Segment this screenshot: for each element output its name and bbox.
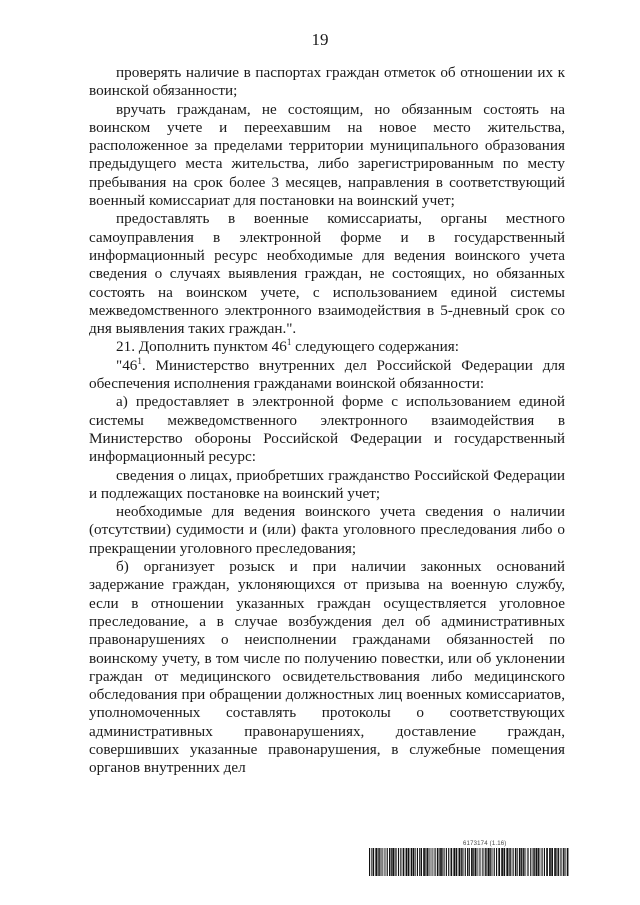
- barcode-bar: [462, 848, 463, 876]
- barcode-bar: [478, 848, 479, 876]
- barcode-bar: [398, 848, 399, 876]
- barcode-bar: [524, 848, 525, 876]
- barcode-bar: [536, 848, 538, 876]
- barcode-bar: [432, 848, 433, 876]
- superscript: 1: [286, 337, 292, 348]
- barcode-bar: [423, 848, 425, 876]
- barcode-bar: [564, 848, 565, 876]
- paragraph: предоставлять в военные комиссариаты, органы местного самоуправления в электронной форме и в государственный информационный ресурс необходимые для ведения воинского учета сведения о случаях выявления граждан, не состоящих, но обязанных состоять на воинском учете, с использованием единой системы межведомственного электронного взаимодействия в 5-дневный срок со дня выявления таких граждан.".: [89, 210, 565, 338]
- barcode-bar: [513, 848, 514, 876]
- barcode-bar: [567, 848, 569, 876]
- barcode-bar: [408, 848, 410, 876]
- barcode-bar: [485, 848, 486, 876]
- barcode-bar: [381, 848, 382, 876]
- barcode-bar: [389, 848, 390, 876]
- paragraph: б) организует розыск и при наличии законных оснований задержание граждан, уклоняющихся от призыва на военную службу, если в отношении указанных граждан осуществляется уголовное преследование, а в случае возбуждения дел об административных правонарушениях о неисполнении гражданами обязанностей по воинскому учету, в том числе по получению повестки, или об уклонении граждан от медицинского освидетельствования либо медицинского обследования при обращении должностных лиц военных комиссариатов, уполномоченных составлять протоколы о соответствующих административных правонарушениях, доставление граждан, совершивших указанные правонарушения, в служебные помещения органов внутренних дел: [89, 558, 565, 777]
- barcode-bar: [540, 848, 541, 876]
- paragraph: а) предоставляет в электронной форме с использованием единой системы межведомственного электронного взаимодействия в Министерство обороны Российской Федерации и государственный информационный ресурс:: [89, 393, 565, 466]
- barcode-bar: [538, 848, 539, 876]
- document-body: [89, 64, 565, 778]
- barcode-bar: [498, 848, 500, 876]
- barcode-bar: [378, 848, 379, 876]
- barcode-bar: [375, 848, 377, 876]
- barcode-bar: [421, 848, 422, 876]
- barcode-bar: [482, 848, 483, 876]
- barcode-bar: [433, 848, 434, 876]
- barcode-bar: [406, 848, 408, 876]
- barcode-bar: [477, 848, 478, 876]
- barcode-bar: [560, 848, 561, 876]
- barcode-bar: [465, 848, 466, 876]
- barcode-bar: [411, 848, 413, 876]
- barcode-bar: [523, 848, 524, 876]
- barcode-bar: [558, 848, 559, 876]
- barcode-bar: [392, 848, 394, 876]
- barcode-bar: [475, 848, 476, 876]
- barcode-bar: [403, 848, 405, 876]
- barcode-bar: [510, 848, 511, 876]
- barcode-bar: [467, 848, 468, 876]
- paragraph: необходимые для ведения воинского учета сведения о наличии (отсутствии) судимости и (или) факта уголовного преследования либо о прекращении уголовного преследования;: [89, 503, 565, 557]
- barcode-bar: [429, 848, 430, 876]
- barcode-bar: [509, 848, 510, 876]
- barcode-bar: [391, 848, 392, 876]
- barcode-bar: [419, 848, 420, 876]
- barcode-bar: [517, 848, 518, 876]
- barcode-bar: [417, 848, 418, 876]
- barcode-bar: [494, 848, 495, 876]
- barcode-bar: [506, 848, 508, 876]
- barcode-bar: [479, 848, 480, 876]
- barcode-bar: [439, 848, 440, 876]
- barcode-bar: [527, 848, 528, 876]
- barcode-bar: [384, 848, 385, 876]
- paragraph-item-21: [89, 338, 565, 356]
- barcode-bar: [486, 848, 487, 876]
- barcode-bar: [435, 848, 436, 876]
- barcode-bar: [501, 848, 503, 876]
- paragraph: проверять наличие в паспортах граждан отметок об отношении их к воинской обязанности;: [89, 64, 565, 100]
- barcode-bar: [456, 848, 458, 876]
- paragraph-text: "46: [116, 356, 138, 374]
- barcode-bar: [415, 848, 416, 876]
- paragraph: сведения о лицах, приобретших гражданство Российской Федерации и подлежащих постановке на воинский учет;: [89, 466, 565, 502]
- barcode-bar: [427, 848, 428, 876]
- paragraph-text: 21. Дополнить пунктом 46: [116, 338, 287, 356]
- barcode-bar: [556, 848, 557, 876]
- paragraph: вручать гражданам, не состоящим, но обязанным состоять на воинском учете и переехавшим на новое место жительства, расположенное за пределами территории муниципального образования предыдущего места жительства, либо зарегистрированным по месту пребывания на срок более 3 месяцев, направления в соответствующий военный комиссариат для постановки на воинский учет;: [89, 100, 565, 210]
- barcode-bar: [496, 848, 497, 876]
- barcode-bar: [425, 848, 426, 876]
- barcode-bar: [519, 848, 521, 876]
- barcode-bar: [492, 848, 493, 876]
- barcode-bar: [437, 848, 438, 876]
- barcode-bar: [546, 848, 548, 876]
- paragraph-item-46-1: [89, 357, 565, 394]
- barcode-bar: [371, 848, 372, 876]
- barcode-bar: [442, 848, 443, 876]
- barcode-bar: [473, 848, 474, 876]
- barcode-bar: [396, 848, 397, 876]
- barcode-bar: [446, 848, 447, 876]
- barcode-bar: [382, 848, 383, 876]
- barcode-image: [369, 848, 569, 876]
- barcode-bar: [521, 848, 522, 876]
- barcode-bar: [549, 848, 551, 876]
- barcode-bar: [430, 848, 431, 876]
- barcode-bar: [544, 848, 545, 876]
- barcode-bar: [373, 848, 374, 876]
- barcode-bar: [503, 848, 505, 876]
- barcode-bar: [448, 848, 449, 876]
- barcode-bar: [387, 848, 388, 876]
- barcode-bar: [440, 848, 442, 876]
- superscript: 1: [137, 355, 142, 366]
- barcode-bar: [400, 848, 401, 876]
- document-code: 6173174 (1.16): [463, 841, 507, 847]
- barcode-bar: [515, 848, 516, 876]
- barcode-bar: [451, 848, 453, 876]
- barcode-bar: [385, 848, 386, 876]
- barcode-bar: [534, 848, 535, 876]
- barcode-bar: [413, 848, 414, 876]
- barcode-bar: [395, 848, 396, 876]
- barcode-bar: [533, 848, 534, 876]
- barcode-bar: [488, 848, 490, 876]
- barcode-bar: [554, 848, 556, 876]
- barcode-bar: [542, 848, 543, 876]
- paragraph-text: . Министерство внутренних дел Российской Федерации для обеспечения исполнения гражданами воинской обязанности:: [89, 356, 565, 393]
- barcode-bar: [563, 848, 564, 876]
- barcode-bar: [471, 848, 473, 876]
- barcode-bar: [481, 848, 482, 876]
- barcode-bar: [444, 848, 445, 876]
- barcode-bar: [459, 848, 461, 876]
- paragraph-text: следующего содержания:: [291, 338, 459, 356]
- barcode-bar: [469, 848, 470, 876]
- page-number: 19: [311, 30, 329, 49]
- barcode-bar: [461, 848, 462, 876]
- barcode-bar: [526, 848, 527, 876]
- barcode-bar: [379, 848, 380, 876]
- barcode-bar: [528, 848, 529, 876]
- barcode-bar: [453, 848, 455, 876]
- barcode-bar: [490, 848, 491, 876]
- barcode-bar: [369, 848, 370, 876]
- barcode-bar: [551, 848, 553, 876]
- barcode-bar: [530, 848, 531, 876]
